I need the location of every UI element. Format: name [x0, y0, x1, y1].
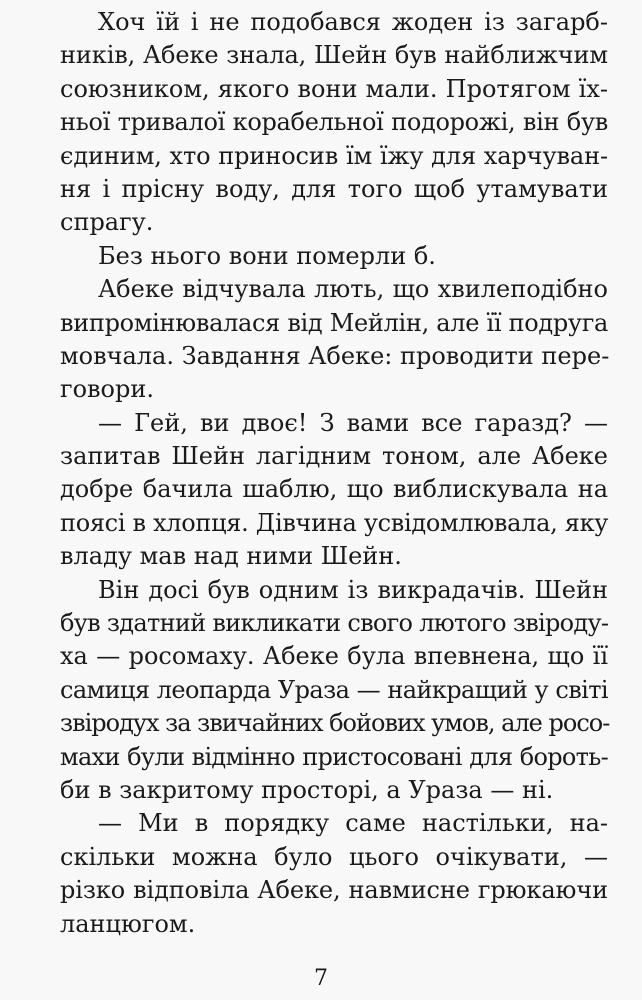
text-line: випромінювалася від Мейлін, але її подруга: [60, 308, 609, 337]
text-line: говори.: [60, 375, 154, 404]
text-line: єдиним, хто приносив їм їжу для харчуван-: [60, 141, 608, 170]
text-line: ників, Абеке знала, Шейн був найближчим: [60, 41, 608, 70]
text-line: добре бачила шаблю, що виблискувала на: [60, 475, 608, 504]
text-line: Хоч їй і не подобався жоден із загарб-: [98, 8, 608, 36]
text-line: поясі в хлопця. Дівчина усвідомлювала, яку: [60, 508, 609, 537]
text-line: ня і прісну воду, для того щоб утамувати: [60, 174, 608, 203]
text-line: запитав Шейн лагідним тоном, але Абеке: [60, 442, 608, 471]
text-line: ха — росомаху. Абеке була впевнена, що її: [60, 642, 608, 671]
text-line: спрагу.: [60, 208, 154, 237]
text-line: скільки можна було цього очікувати, —: [60, 842, 608, 871]
text-block: [60, 6, 608, 941]
text-line: звіродух за звичайних бойових умов, але росо-: [60, 709, 610, 738]
text-line: — Гей, ви двоє! З вами все гаразд? —: [98, 408, 608, 437]
text-line: махи були відмінно пристосовані для бороть-: [60, 742, 608, 771]
text-line: Без нього вони померли б.: [98, 241, 436, 270]
text-line: Абеке відчувала лють, що хвилеподібно: [98, 275, 608, 304]
text-line: Він досі був одним із викрадачів. Шейн: [98, 575, 608, 604]
text-line: би в закритому просторі, а Ураза — ні.: [60, 775, 554, 804]
text-line: ланцюгом.: [60, 909, 196, 938]
text-line: союзником, якого вони мали. Протягом їх-: [60, 74, 608, 103]
text-line: різко відповіла Абеке, навмисне грюкаючи: [60, 876, 608, 905]
text-line: самиця леопарда Ураза — найкращий у світі: [60, 675, 608, 704]
text-line: — Ми в порядку саме настільки, на-: [98, 809, 608, 838]
text-line: владу мав над ними Шейн.: [60, 542, 402, 571]
text-line: ньої тривалої корабельної подорожі, він був: [60, 108, 608, 137]
text-line: був здатний викликати свого лютого звіроду-: [60, 609, 609, 638]
page-number: 7: [314, 966, 328, 991]
text-line: мовчала. Завдання Абеке: проводити пере-: [60, 341, 610, 370]
